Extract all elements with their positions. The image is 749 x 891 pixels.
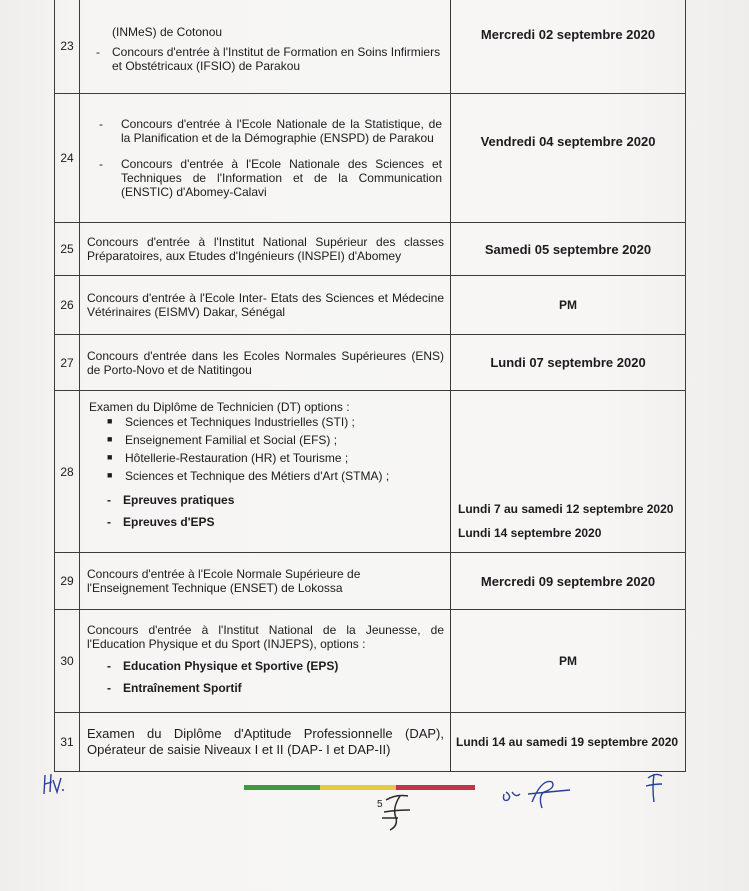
dash-marker: - <box>99 157 103 171</box>
row-date: Lundi 14 au samedi 19 septembre 2020 <box>451 713 686 772</box>
option-text: Hôtellerie-Restauration (HR) et Tourisme ; <box>125 451 349 465</box>
dash-marker: - <box>107 493 111 507</box>
option-text: Sciences et Technique des Métiers d'Art (STMA) ; <box>125 469 390 483</box>
sub-item-text: Epreuves d'EPS <box>123 515 215 529</box>
page-number: 5 <box>377 799 383 810</box>
row-date: PM <box>451 276 686 335</box>
table-row <box>55 713 686 772</box>
dash-marker: - <box>96 45 100 59</box>
signature-right <box>498 774 588 814</box>
eps-date: Lundi 14 septembre 2020 <box>458 526 602 540</box>
exam-text: (INMeS) de Cotonou <box>112 25 223 39</box>
row-number: 28 <box>55 391 80 553</box>
row-number: 23 <box>55 0 80 94</box>
initials-far-right <box>638 768 668 808</box>
dash-marker: - <box>107 515 111 529</box>
table-row <box>55 610 686 713</box>
row-description: Examen du Diplôme d'Aptitude Professionnelle (DAP), Opérateur de saisie Niveaux I et II (DAP- I et DAP-II) <box>80 713 451 772</box>
practical-date: Lundi 7 au samedi 12 septembre 2020 <box>458 502 674 516</box>
row-date: Mercredi 09 septembre 2020 <box>451 553 686 610</box>
table-row <box>55 94 686 223</box>
row-description: Concours d'entrée à l'Institut National Supérieur des classes Préparatoires, aux Etudes d'Ingénieurs (INSPEI) d'Abomey <box>80 223 451 276</box>
initials-left <box>40 770 70 800</box>
row-number: 30 <box>55 610 80 713</box>
table-row <box>55 335 686 391</box>
row-number: 25 <box>55 223 80 276</box>
row-date: Vendredi 04 septembre 2020 <box>451 94 686 223</box>
row-date <box>451 391 686 553</box>
dash-marker: - <box>107 681 111 695</box>
exam-text: Concours d'entrée à l'Ecole Nationale des Sciences et Techniques de l'Information et de la Communication (ENSTIC) d'Abomey-Calavi <box>121 157 442 199</box>
row-description <box>80 0 451 94</box>
row-date: Lundi 07 septembre 2020 <box>451 335 686 391</box>
sub-item-text: Epreuves pratiques <box>123 493 235 507</box>
row-description <box>80 391 451 553</box>
dash-marker: - <box>107 659 111 673</box>
row-date: Samedi 05 septembre 2020 <box>451 223 686 276</box>
row-number: 31 <box>55 713 80 772</box>
row-date: Mercredi 02 septembre 2020 <box>451 0 686 94</box>
row-date: PM <box>451 610 686 713</box>
exam-intro: Examen du Diplôme de Technicien (DT) options : <box>89 400 350 414</box>
option-text: Sciences et Techniques Industrielles (STI) ; <box>125 415 355 429</box>
exam-text: Concours d'entrée à l'Institut de Formation en Soins Infirmiers et Obstétricaux (IFSIO) de Parakou <box>112 45 441 73</box>
exam-text: Concours d'entrée à l'Ecole Nationale de la Statistique, de la Planification et de la Démographie (ENSPD) de Parakou <box>121 117 442 145</box>
table-row <box>55 0 686 94</box>
row-number: 24 <box>55 94 80 223</box>
sub-item-text: Education Physique et Sportive (EPS) <box>123 659 339 673</box>
row-description: Concours d'entrée à l'Ecole Inter- Etats des Sciences et Médecine Vétérinaires (EISMV) Dakar, Sénégal <box>80 276 451 335</box>
table-row <box>55 223 686 276</box>
exam-intro: Concours d'entrée à l'Institut National de la Jeunesse, de l'Education Physique et du Sport (INJEPS), options : <box>87 623 444 651</box>
initials-center <box>378 788 418 834</box>
schedule-table <box>54 0 686 772</box>
bullet-marker: ■ <box>107 470 113 480</box>
table-row <box>55 553 686 610</box>
flag-green-stripe <box>244 785 320 790</box>
table-row <box>55 276 686 335</box>
sub-item-text: Entraînement Sportif <box>123 681 242 695</box>
row-description <box>80 610 451 713</box>
row-description <box>80 94 451 223</box>
row-description: Concours d'entrée dans les Ecoles Normales Supérieures (ENS) de Porto-Novo et de Natitingou <box>80 335 451 391</box>
row-number: 26 <box>55 276 80 335</box>
bullet-marker: ■ <box>107 452 113 462</box>
option-text: Enseignement Familial et Social (EFS) ; <box>125 433 338 447</box>
row-number: 27 <box>55 335 80 391</box>
row-description: Concours d'entrée à l'Ecole Normale Supérieure de l'Enseignement Technique (ENSET) de Lokossa <box>80 553 451 610</box>
table-row <box>55 391 686 553</box>
bullet-marker: ■ <box>107 416 113 426</box>
dash-marker: - <box>99 117 103 131</box>
row-number: 29 <box>55 553 80 610</box>
bullet-marker: ■ <box>107 434 113 444</box>
